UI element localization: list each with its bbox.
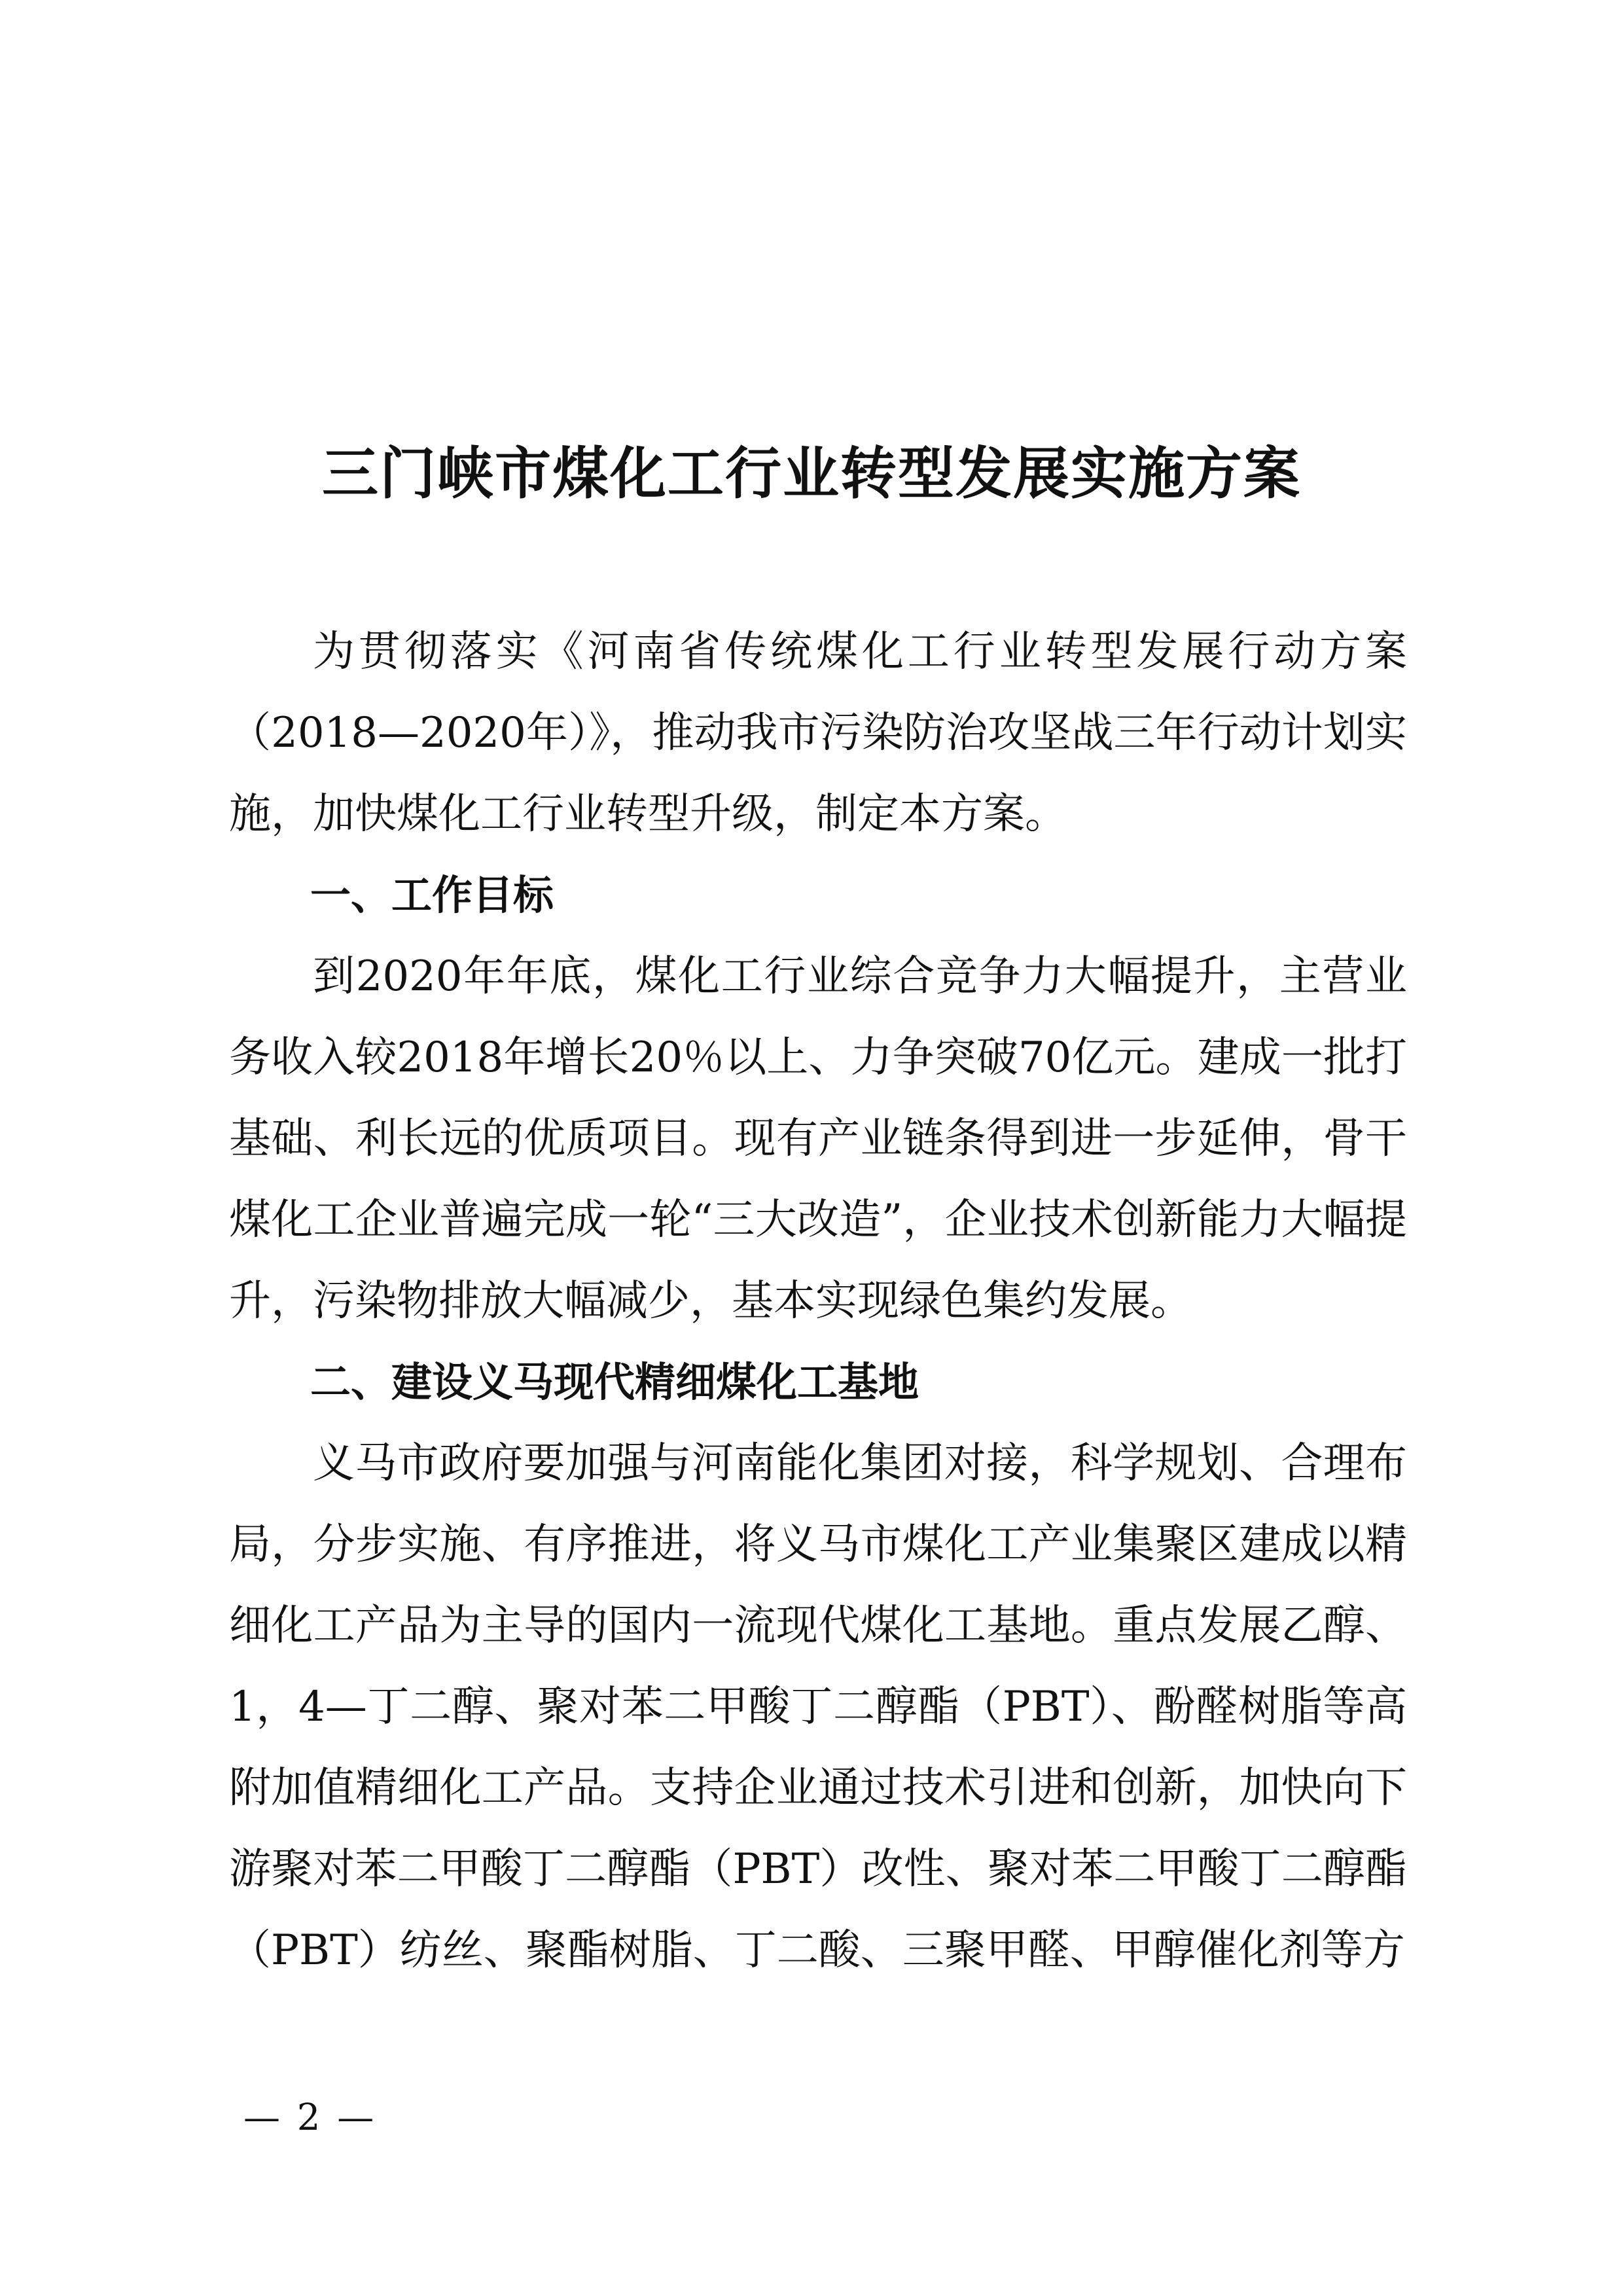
document-body (229, 611, 1407, 1991)
section-heading-work-goals: 一、工作目标 (310, 871, 554, 919)
intro-paragraph: 为贯彻落实《河南省传统煤化工行业转型发展行动方案（2018—2020年）》，推动我市污染防治攻坚战三年行动计划实施，加快煤化工行业转型升级，制定本方案。 (229, 628, 1407, 838)
section-heading-yima-base: 二、建设义马现代精细煤化工基地 (310, 1358, 919, 1406)
document-title: 三门峡市煤化工行业转型发展实施方案 (322, 440, 1301, 507)
work-goals-paragraph: 到2020年年底，煤化工行业综合竞争力大幅提升，主营业务收入较2018年增长20％以上、力争突破70亿元。建成一批打基础、利长远的优质项目。现有产业链条得到进一步延伸，骨干煤化工企业普遍完成一轮“三大改造”，企业技术创新能力大幅提升，污染物排放大幅减少，基本实现绿色集约发展。 (229, 952, 1407, 1325)
yima-base-paragraph: 义马市政府要加强与河南能化集团对接，科学规划、合理布局，分步实施、有序推进，将义马市煤化工产业集聚区建成以精细化工产品为主导的国内一流现代煤化工基地。重点发展乙醇、1，4—丁二醇、聚对苯二甲酸丁二醇酯（PBT）、酚醛树脂等高附加值精细化工产品。支持企业通过技术引进和创新，加快向下游聚对苯二甲酸丁二醇酯（PBT）改性、聚对苯二甲酸丁二醇酯（PBT）纺丝、聚酯树脂、丁二酸、三聚甲醛、甲醇催化剂等方 (229, 1439, 1407, 1975)
page-number: — 2 — (243, 2096, 377, 2139)
